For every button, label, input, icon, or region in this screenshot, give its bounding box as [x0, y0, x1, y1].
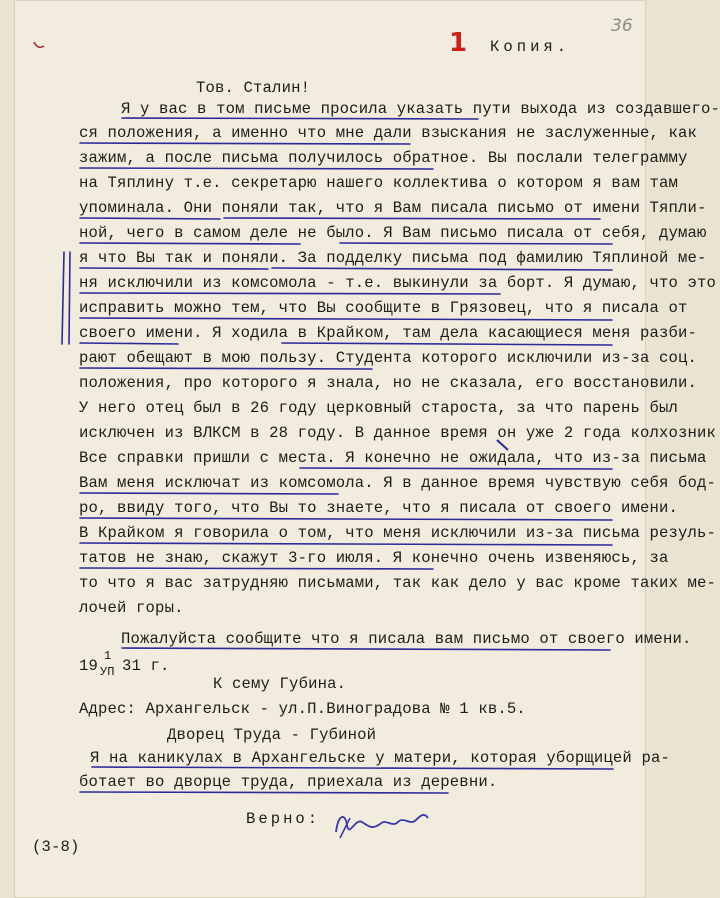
letter-line: рают обещают в мою пользу. Студента которого исключили из-за соц.	[79, 349, 698, 367]
letter-line: ро, ввиду того, что Вы то знаете, что я писала от своего имени.	[79, 499, 678, 517]
date-month: УП	[100, 665, 115, 679]
letter-line: я что Вы так и поняли. За подделку письма под фамилию Тяплиной ме-	[79, 249, 707, 267]
margin-line-mark	[69, 252, 70, 344]
underline-mark	[92, 767, 613, 769]
margin-line-mark	[62, 252, 64, 344]
red-sheet-number: 1	[449, 28, 468, 58]
underline-mark	[80, 218, 220, 219]
letter-line: исключен из ВЛКСМ в 28 году. В данное время он уже 2 года колхозник	[79, 424, 717, 442]
letter-line: У него отец был в 26 году церковный староста, за что парень был	[79, 399, 678, 417]
underline-mark	[80, 343, 178, 344]
letter-line: исправить можно тем, что Вы сообщите в Грязовец, что я писала от	[79, 299, 688, 317]
underline-mark	[80, 268, 268, 269]
copy-label: Копия.	[490, 38, 571, 56]
underline-mark	[340, 243, 612, 244]
salutation: Тов. Сталин!	[196, 79, 311, 97]
underline-mark	[80, 293, 500, 294]
letter-line: то что я вас затрудняю письмами, так как дело у вас кроме таких ме-	[79, 574, 717, 592]
palace-line: Дворец Труда - Губиной	[167, 726, 377, 744]
letter-line: Вам меня исключат из комсомола. Я в данное время чувствую себя бод-	[79, 474, 717, 492]
underline-mark	[122, 648, 610, 650]
signature-line: К сему Губина.	[213, 675, 347, 693]
letter-line: ной, чего в самом деле не было. Я Вам письмо писала от себя, думаю	[79, 224, 707, 242]
underline-mark	[300, 468, 612, 469]
letter-line: ся положения, а именно что мне дали взыскания не заслуженные, как	[79, 124, 698, 142]
letter-line: ня исключили из комсомола - т.е. выкинули за борт. Я думаю, что это	[79, 274, 717, 292]
footer-code: (3-8)	[32, 838, 80, 856]
handwritten-signature	[336, 815, 428, 832]
letter-line: положения, про которого я знала, но не сказала, его восстановили.	[79, 374, 698, 392]
postscript-line: Я на каникулах в Архангельске у матери, которая уборщицей ра-	[90, 749, 670, 767]
letter-line: Я у вас в том письме просила указать пути выхода из создавшего-	[121, 100, 720, 118]
verified-label: Верно:	[246, 810, 321, 828]
underline-mark	[80, 543, 612, 545]
underline-mark	[80, 493, 338, 494]
underline-mark	[80, 518, 612, 520]
letter-line: Пожалуйста сообщите что я писала вам письмо от своего имени.	[121, 630, 692, 648]
underline-mark	[80, 168, 433, 169]
underline-mark	[80, 143, 410, 144]
pencil-tick-mark	[34, 42, 44, 47]
date-day: 19	[79, 657, 99, 675]
letter-line: В Крайком я говорила о том, что меня исключили из-за письма резуль-	[79, 524, 717, 542]
pencil-page-number: 36	[611, 16, 633, 36]
letter-line: татов не знаю, скажут 3-го июля. Я конечно очень извеняюсь, за	[79, 549, 669, 567]
underline-mark	[80, 568, 433, 569]
date-year: 31 г.	[122, 657, 170, 675]
letter-line: своего имени. Я ходила в Крайком, там дела касающиеся меня разби-	[79, 324, 698, 342]
letter-line: Все справки пришли с места. Я конечно не ожидала, что из-за письма	[79, 449, 707, 467]
address: Адрес: Архангельск - ул.П.Виноградова № 1 кв.5.	[79, 700, 526, 718]
letter-line: лочей горы.	[79, 599, 184, 617]
underline-mark	[80, 318, 612, 320]
underline-mark	[80, 368, 372, 369]
strike-mark	[497, 440, 508, 450]
letter-line: на Тяплину т.е. секретарю нашего коллектива о котором я вам там	[79, 174, 678, 192]
underline-mark	[122, 118, 478, 119]
underline-mark	[272, 268, 612, 270]
underline-mark	[80, 792, 448, 793]
letter-line: зажим, а после письма получилось обратное. Вы послали телеграмму	[79, 149, 688, 167]
postscript-line: ботает во дворце труда, приехала из деревни.	[79, 773, 498, 791]
date-numerator: 1	[104, 649, 112, 663]
underline-mark	[282, 343, 612, 345]
underline-mark	[224, 218, 600, 219]
letter-line: упоминала. Они поняли так, что я Вам писала письмо от имени Тяпли-	[79, 199, 707, 217]
underline-mark	[80, 243, 300, 244]
